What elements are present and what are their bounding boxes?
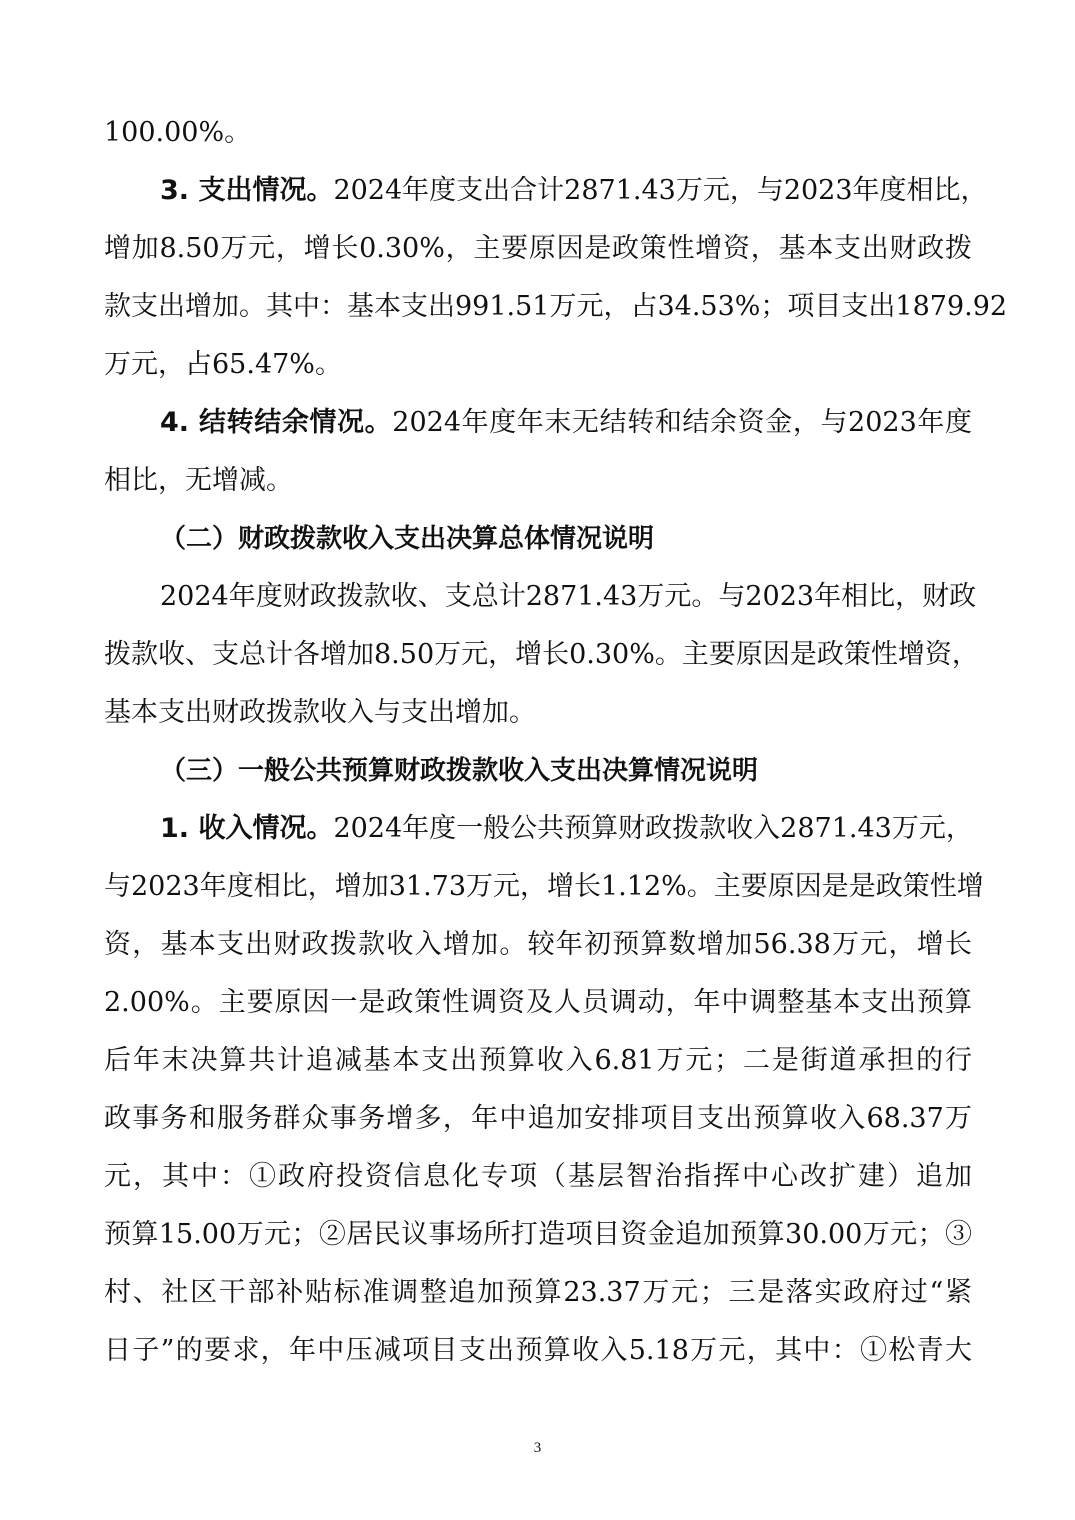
section-lead: 3. 支出情况。 [160,175,334,206]
section-lead: 1. 收入情况。 [160,813,334,844]
paragraph-line: 拨款收、支总计各增加8.50万元，增长0.30%。主要原因是政策性增资， [104,639,979,670]
section-heading: （二）财政拨款收入支出决算总体情况说明 [160,524,655,554]
paragraph-line: 政事务和服务群众事务增多，年中追加安排项目支出预算收入68.37万 [104,1103,972,1134]
paragraph-line: 与2023年度相比，增加31.73万元，增长1.12%。主要原因是是政策性增 [104,871,984,902]
paragraph-line: 款支出增加。其中：基本支出991.51万元，占34.53%；项目支出1879.92 [104,291,1008,322]
page-number: 3 [533,1440,542,1456]
paragraph-line: 日子”的要求，年中压减项目支出预算收入5.18万元，其中：①松青大 [104,1335,972,1366]
paragraph-line: 2024年度财政拨款收、支总计2871.43万元。与2023年相比，财政 [160,581,977,612]
paragraph-line: 元，其中：①政府投资信息化专项（基层智治指挥中心改扩建）追加 [104,1161,972,1192]
paragraph-line: 万元，占65.47%。 [104,349,342,380]
paragraph-line: 村、社区干部补贴标准调整追加预算23.37万元；三是落实政府过“紧 [104,1277,972,1308]
paragraph-line: 相比，无增减。 [104,465,293,496]
paragraph-line: 资，基本支出财政拨款收入增加。较年初预算数增加56.38万元，增长 [104,929,972,960]
paragraph-line: 1. 收入情况。2024年度一般公共预算财政拨款收入2871.43万元， [160,813,973,844]
paragraph-line: 100.00%。 [104,117,252,148]
paragraph-line: 4. 结转结余情况。2024年度年末无结转和结余资金，与2023年度 [160,407,972,438]
section-lead: 4. 结转结余情况。 [160,407,393,438]
paragraph-line: 基本支出财政拨款收入与支出增加。 [104,697,536,728]
document-body [104,104,1008,1380]
paragraph-line: 后年末决算共计追减基本支出预算收入6.81万元；二是街道承担的行 [104,1045,972,1076]
section-heading: （三）一般公共预算财政拨款收入支出决算情况说明 [160,756,759,786]
paragraph-line: 增加8.50万元，增长0.30%，主要原因是政策性增资，基本支出财政拨 [104,233,972,264]
paragraph-line: 3. 支出情况。2024年度支出合计2871.43万元，与2023年度相比， [160,175,988,206]
paragraph-line: 2.00%。主要原因一是政策性调资及人员调动，年中调整基本支出预算 [104,987,972,1018]
paragraph-line: 预算15.00万元；②居民议事场所打造项目资金追加预算30.00万元；③ [104,1219,972,1250]
